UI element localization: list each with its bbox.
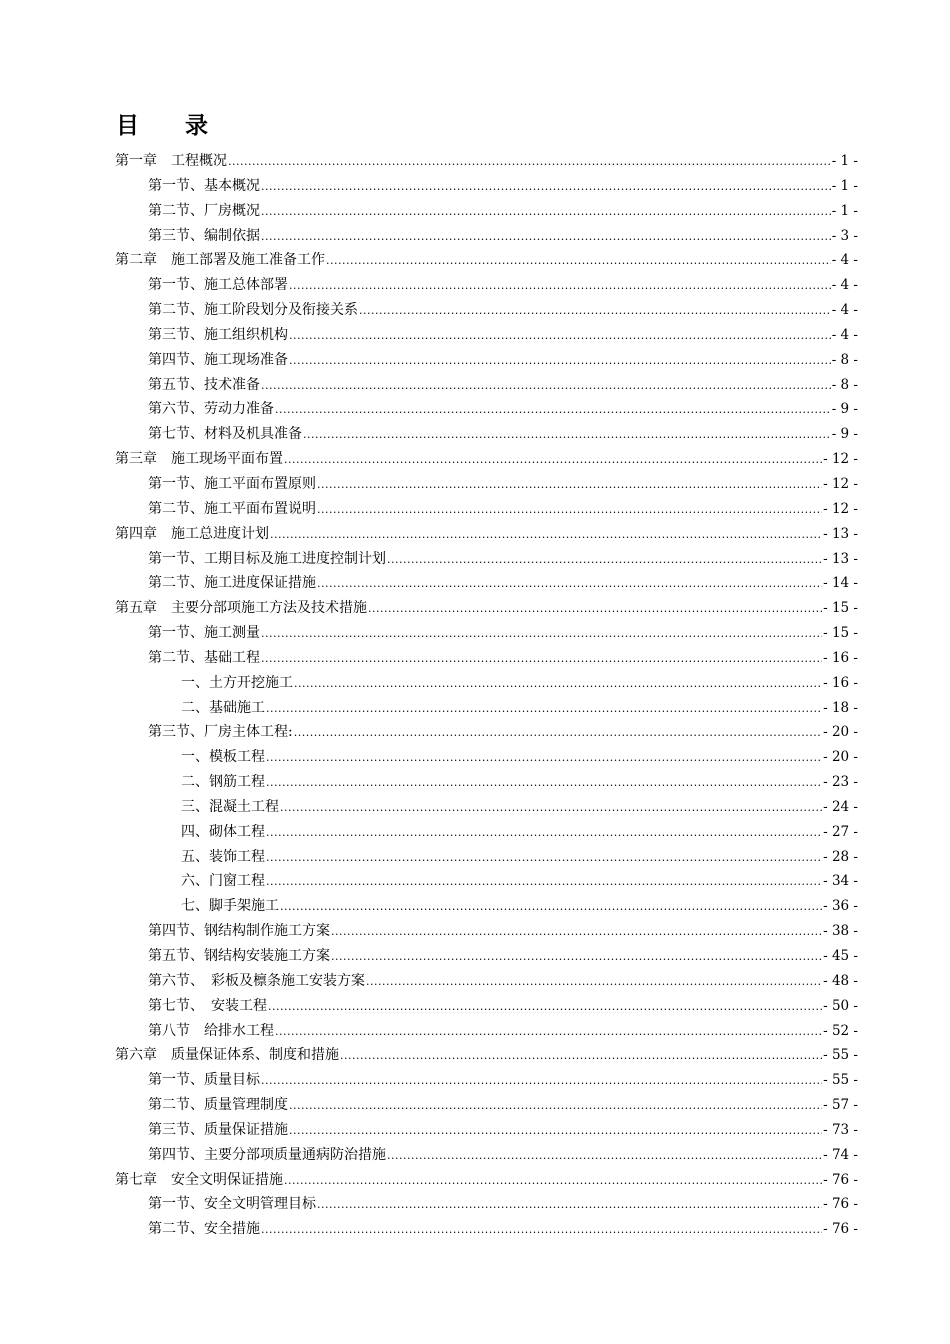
toc-entry-text: 第七节、材料及机具准备 xyxy=(148,426,302,443)
dot-leader xyxy=(261,647,822,672)
toc-entry-text: 第二节、基础工程 xyxy=(148,649,260,666)
toc-entry[interactable] xyxy=(0,745,950,770)
dot-leader xyxy=(387,1144,822,1169)
toc-entry-page-number: - 34 - xyxy=(823,873,858,890)
toc-entry-page-number: - 4 - xyxy=(831,277,858,294)
dot-leader xyxy=(266,870,822,895)
toc-entry-text: 第六节、 彩板及檩条施工安装方案 xyxy=(148,972,365,989)
toc-entry-text: 第五章 主要分部项施工方法及技术措施 xyxy=(115,600,367,617)
toc-entry-page-number: - 18 - xyxy=(823,699,858,716)
toc-entry-text: 七、脚手架施工 xyxy=(181,898,279,915)
toc-entry-page-number: - 1 - xyxy=(831,153,858,169)
toc-entry[interactable] xyxy=(0,1068,950,1093)
toc-entry-page-number: - 74 - xyxy=(823,1146,858,1163)
toc-entry[interactable] xyxy=(0,199,950,224)
toc-list xyxy=(0,149,950,1242)
toc-entry[interactable] xyxy=(0,273,950,298)
toc-entry-page-number: - 48 - xyxy=(823,972,858,989)
dot-leader xyxy=(280,796,822,821)
toc-entry-page-number: - 12 - xyxy=(823,500,858,517)
toc-entry[interactable] xyxy=(0,869,950,894)
toc-entry-page-number: - 57 - xyxy=(823,1097,858,1114)
dot-leader xyxy=(331,945,822,970)
toc-entry-page-number: - 55 - xyxy=(823,1047,858,1064)
dot-leader xyxy=(340,1044,822,1069)
dot-leader xyxy=(326,249,831,274)
dot-leader xyxy=(317,498,822,523)
toc-entry-page-number: - 8 - xyxy=(831,376,858,393)
dot-leader xyxy=(261,1218,822,1243)
dot-leader xyxy=(317,572,822,597)
dot-leader xyxy=(359,299,831,324)
toc-entry-text: 第二节、质量管理制度 xyxy=(148,1097,288,1114)
dot-leader xyxy=(294,672,822,697)
toc-entry-page-number: - 12 - xyxy=(823,451,858,468)
toc-entry-page-number: - 15 - xyxy=(823,625,858,642)
toc-entry-page-number: - 1 - xyxy=(831,202,858,219)
toc-entry-text: 第一节、工期目标及施工进度控制计划 xyxy=(148,550,386,567)
toc-entry[interactable] xyxy=(0,1043,950,1068)
dot-leader xyxy=(275,1020,822,1045)
toc-entry-text: 第一节、施工平面布置原则 xyxy=(148,475,316,492)
toc-entry-page-number: - 4 - xyxy=(831,326,858,343)
toc-entry[interactable] xyxy=(0,224,950,249)
toc-entry[interactable] xyxy=(0,323,950,348)
toc-entry[interactable] xyxy=(0,1192,950,1217)
dot-leader xyxy=(289,349,831,374)
toc-entry-text: 第一章 工程概况 xyxy=(115,153,227,169)
toc-entry[interactable] xyxy=(0,248,950,273)
toc-entry[interactable] xyxy=(0,770,950,795)
dot-leader xyxy=(261,225,831,250)
toc-entry[interactable] xyxy=(0,720,950,745)
dot-leader xyxy=(228,150,831,175)
dot-leader xyxy=(284,1169,822,1194)
toc-entry[interactable] xyxy=(0,1093,950,1118)
dot-leader xyxy=(261,200,831,225)
toc-entry-page-number: - 76 - xyxy=(823,1171,858,1188)
toc-entry-page-number: - 9 - xyxy=(831,401,858,418)
toc-entry-text: 第二节、安全措施 xyxy=(148,1221,260,1238)
dot-leader xyxy=(270,523,822,548)
dot-leader xyxy=(289,324,831,349)
dot-leader xyxy=(261,175,831,200)
toc-entry-text: 第二节、施工进度保证措施 xyxy=(148,575,316,592)
toc-entry[interactable] xyxy=(0,621,950,646)
toc-entry-text: 第一节、施工测量 xyxy=(148,625,260,642)
toc-entry-text: 第八节 给排水工程 xyxy=(148,1022,274,1039)
dot-leader xyxy=(268,995,822,1020)
toc-entry[interactable] xyxy=(0,1168,950,1193)
toc-entry-text: 第五节、钢结构安装施工方案 xyxy=(148,948,330,964)
toc-entry-page-number: - 24 - xyxy=(823,798,858,815)
toc-entry-text: 第七节、 安装工程 xyxy=(148,997,267,1014)
toc-entry[interactable] xyxy=(0,845,950,870)
toc-entry-page-number: - 16 - xyxy=(823,649,858,666)
toc-entry-text: 第七章 安全文明保证措施 xyxy=(115,1171,283,1188)
toc-entry[interactable] xyxy=(0,696,950,721)
toc-entry-text: 第一节、施工总体部署 xyxy=(148,277,288,294)
toc-entry[interactable] xyxy=(0,1143,950,1168)
toc-entry-text: 第三节、编制依据 xyxy=(148,227,260,244)
toc-entry[interactable] xyxy=(0,596,950,621)
toc-entry-page-number: - 20 - xyxy=(823,749,858,766)
toc-entry-page-number: - 16 - xyxy=(823,674,858,691)
toc-entry-text: 第三节、施工组织机构 xyxy=(148,326,288,343)
toc-entry-text: 第六节、劳动力准备 xyxy=(148,401,274,418)
toc-entry-text: 五、装饰工程 xyxy=(181,848,265,865)
toc-entry-text: 第二节、施工平面布置说明 xyxy=(148,500,316,517)
toc-entry[interactable] xyxy=(0,571,950,596)
dot-leader xyxy=(261,1069,822,1094)
toc-entry-text: 第四节、钢结构制作施工方案 xyxy=(148,923,330,940)
toc-entry[interactable] xyxy=(0,447,950,472)
toc-entry[interactable] xyxy=(0,671,950,696)
toc-entry-page-number: - 12 - xyxy=(823,475,858,492)
dot-leader xyxy=(266,697,822,722)
toc-entry-text: 一、土方开挖施工 xyxy=(181,674,293,691)
toc-entry-text: 第四章 施工总进度计划 xyxy=(115,525,269,542)
dot-leader xyxy=(368,597,822,622)
toc-entry[interactable] xyxy=(0,646,950,671)
toc-entry-page-number: - 55 - xyxy=(823,1072,858,1089)
toc-entry[interactable] xyxy=(0,298,950,323)
toc-entry[interactable] xyxy=(0,919,950,944)
toc-entry-page-number: - 4 - xyxy=(831,302,858,319)
dot-leader xyxy=(294,721,822,746)
toc-entry-page-number: - 14 - xyxy=(823,575,858,592)
toc-entry-text: 第三章 施工现场平面布置 xyxy=(115,451,283,468)
dot-leader xyxy=(387,548,822,573)
toc-entry[interactable] xyxy=(0,820,950,845)
toc-entry-text: 第四节、施工现场准备 xyxy=(148,351,288,368)
toc-entry-page-number: - 27 - xyxy=(823,823,858,840)
toc-entry-text: 第二节、施工阶段划分及衔接关系 xyxy=(148,302,358,319)
toc-entry[interactable] xyxy=(0,969,950,994)
dot-leader xyxy=(261,374,831,399)
toc-entry-text: 二、钢筋工程 xyxy=(181,774,265,791)
toc-entry-text: 第四节、主要分部项质量通病防治措施 xyxy=(148,1146,386,1163)
toc-entry[interactable] xyxy=(0,497,950,522)
dot-leader xyxy=(317,1193,822,1218)
toc-entry-page-number: - 15 - xyxy=(823,600,858,617)
toc-entry[interactable] xyxy=(0,422,950,447)
toc-entry-text: 三、混凝土工程 xyxy=(181,798,279,815)
toc-entry-page-number: - 3 - xyxy=(831,227,858,244)
toc-entry[interactable] xyxy=(0,1118,950,1143)
toc-entry-page-number: - 45 - xyxy=(823,948,858,964)
toc-entry[interactable] xyxy=(0,397,950,422)
toc-entry-page-number: - 50 - xyxy=(823,997,858,1014)
toc-entry-text: 第三节、厂房主体工程: xyxy=(148,724,293,741)
dot-leader xyxy=(303,423,831,448)
dot-leader xyxy=(289,274,831,299)
dot-leader xyxy=(289,1119,822,1144)
toc-entry-text: 第一节、安全文明管理目标 xyxy=(148,1196,316,1213)
toc-entry-page-number: - 9 - xyxy=(831,426,858,443)
toc-entry-text: 第六章 质量保证体系、制度和措施 xyxy=(115,1047,339,1064)
toc-entry-page-number: - 38 - xyxy=(823,923,858,940)
toc-entry-page-number: - 73 - xyxy=(823,1121,858,1138)
toc-entry[interactable] xyxy=(0,944,950,969)
toc-entry-text: 一、模板工程 xyxy=(181,749,265,766)
toc-entry-page-number: - 8 - xyxy=(831,351,858,368)
toc-entry-page-number: - 52 - xyxy=(823,1022,858,1039)
toc-entry-page-number: - 4 - xyxy=(831,252,858,269)
dot-leader xyxy=(317,473,822,498)
toc-entry-page-number: - 13 - xyxy=(823,550,858,567)
toc-entry-text: 第一节、质量目标 xyxy=(148,1072,260,1089)
toc-title: 目 录 xyxy=(116,113,208,139)
toc-entry-page-number: - 20 - xyxy=(823,724,858,741)
toc-entry-page-number: - 36 - xyxy=(823,898,858,915)
dot-leader xyxy=(331,920,822,945)
toc-entry-text: 四、砌体工程 xyxy=(181,823,265,840)
dot-leader xyxy=(266,846,822,871)
dot-leader xyxy=(266,771,822,796)
toc-entry-page-number: - 1 - xyxy=(831,177,858,194)
toc-entry-page-number: - 23 - xyxy=(823,774,858,791)
toc-entry[interactable] xyxy=(0,472,950,497)
toc-entry-text: 第二章 施工部署及施工准备工作 xyxy=(115,252,325,269)
toc-entry[interactable] xyxy=(0,348,950,373)
toc-entry-text: 第五节、技术准备 xyxy=(148,376,260,393)
dot-leader xyxy=(266,746,822,771)
dot-leader xyxy=(284,448,822,473)
toc-entry-text: 第二节、厂房概况 xyxy=(148,202,260,219)
toc-entry-page-number: - 76 - xyxy=(823,1221,858,1238)
toc-entry[interactable] xyxy=(0,894,950,919)
toc-entry-text: 六、门窗工程 xyxy=(181,873,265,890)
toc-entry-text: 第三节、质量保证措施 xyxy=(148,1121,288,1138)
toc-entry[interactable] xyxy=(0,373,950,398)
toc-entry[interactable] xyxy=(0,174,950,199)
dot-leader xyxy=(280,895,822,920)
toc-entry[interactable] xyxy=(0,1019,950,1044)
toc-entry[interactable] xyxy=(0,795,950,820)
toc-entry-page-number: - 76 - xyxy=(823,1196,858,1213)
toc-entry-page-number: - 28 - xyxy=(823,848,858,865)
toc-entry[interactable] xyxy=(0,522,950,547)
toc-entry-page-number: - 13 - xyxy=(823,525,858,542)
toc-entry[interactable] xyxy=(0,994,950,1019)
toc-entry[interactable] xyxy=(0,149,950,174)
toc-entry[interactable] xyxy=(0,547,950,572)
toc-entry-text: 二、基础施工 xyxy=(181,699,265,716)
dot-leader xyxy=(261,622,822,647)
dot-leader xyxy=(366,970,822,995)
dot-leader xyxy=(289,1094,822,1119)
toc-entry-text: 第一节、基本概况 xyxy=(148,177,260,194)
dot-leader xyxy=(266,821,822,846)
dot-leader xyxy=(275,398,831,423)
toc-entry[interactable] xyxy=(0,1217,950,1242)
